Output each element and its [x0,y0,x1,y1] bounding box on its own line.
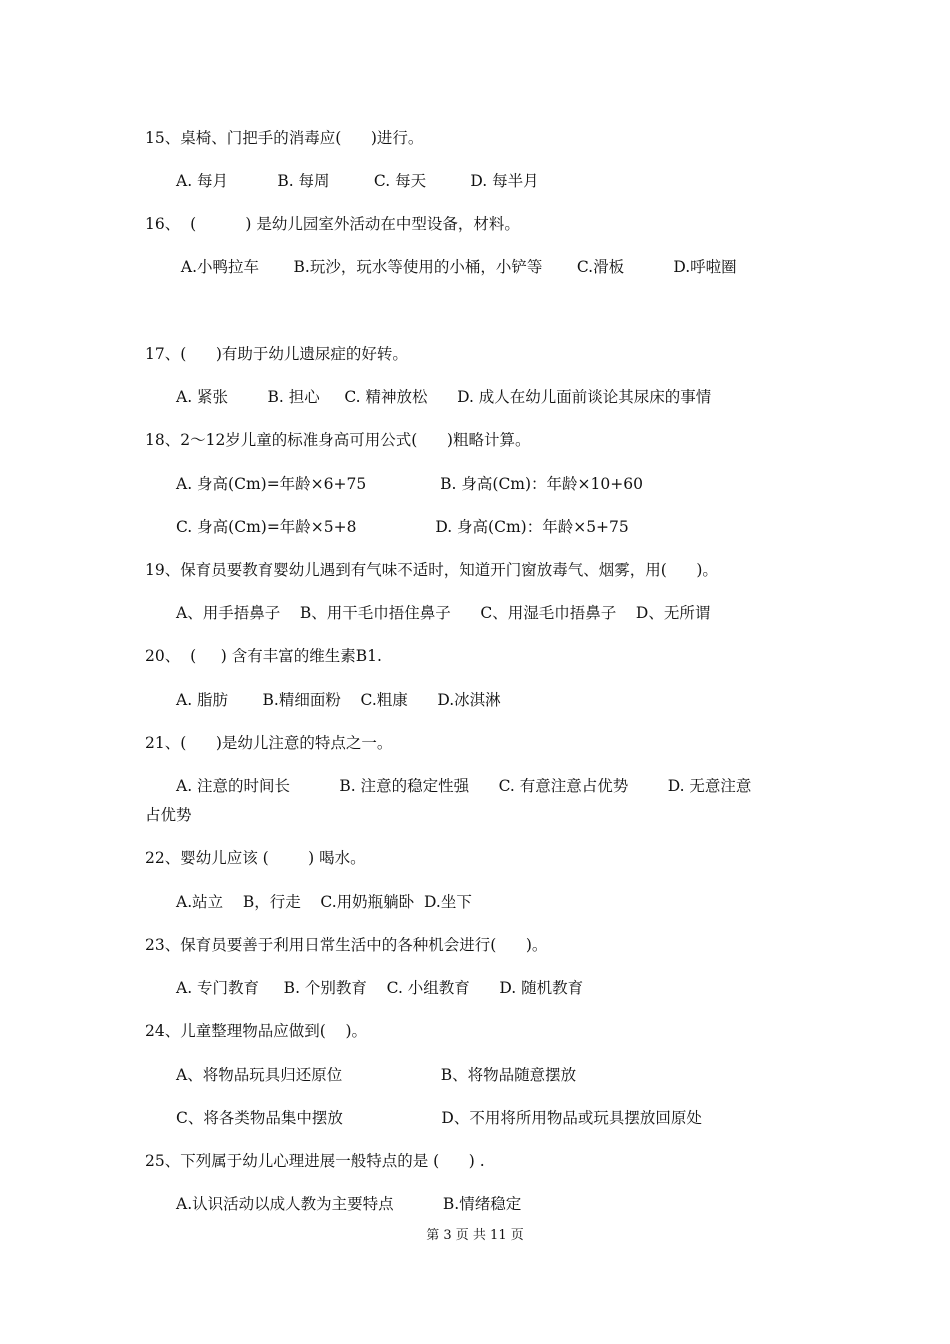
options-21-continued: 占优势 [145,806,192,824]
options-24-cd: C、将各类物品集中摆放 D、不用将所用物品或玩具摆放回原处 [176,1109,702,1127]
options-24-ab: A、将物品玩具归还原位 B、将物品随意摆放 [176,1066,577,1084]
options-23: A. 专门教育 B. 个别教育 C. 小组教育 D. 随机教育 [176,979,584,997]
options-22: A.站立 B，行走 C.用奶瓶躺卧 D.坐下 [176,893,472,911]
question-25: 25、下列属于幼儿心理进展一般特点的是 ( ) . [145,1152,485,1170]
options-18-ab: A. 身高(Cm)=年龄×6+75 B. 身高(Cm)：年龄×10+60 [176,475,643,493]
question-22: 22、婴幼儿应该 ( ) 喝水。 [145,849,366,867]
question-21: 21、( )是幼儿注意的特点之一。 [145,734,393,752]
options-15: A. 每月 B. 每周 C. 每天 D. 每半月 [176,172,539,190]
options-25: A.认识活动以成人教为主要特点 B.情绪稳定 [176,1195,522,1213]
question-15: 15、桌椅、门把手的消毒应( )进行。 [145,129,424,147]
question-18: 18、2～12岁儿童的标准身高可用公式( )粗略计算。 [145,431,531,449]
options-18-cd: C. 身高(Cm)=年龄×5+8 D. 身高(Cm)：年龄×5+75 [176,518,629,536]
question-20: 20、 ( ) 含有丰富的维生素B1. [145,647,382,665]
question-23: 23、保育员要善于利用日常生活中的各种机会进行( )。 [145,936,548,954]
page-footer: 第 3 页 共 11 页 [426,1228,524,1243]
question-16: 16、 ( ) 是幼儿园室外活动在中型设备，材料。 [145,215,520,233]
options-20: A. 脂肪 B.精细面粉 C.粗康 D.冰淇淋 [176,691,501,709]
options-19: A、用手捂鼻子 B、用干毛巾捂住鼻子 C、用湿毛巾捂鼻子 D、无所谓 [176,604,711,622]
question-24: 24、儿童整理物品应做到( )。 [145,1022,368,1040]
options-17: A. 紧张 B. 担心 C. 精神放松 D. 成人在幼儿面前谈论其尿床的事情 [176,388,712,406]
options-21: A. 注意的时间长 B. 注意的稳定性强 C. 有意注意占优势 D. 无意注意 [176,777,752,795]
question-19: 19、保育员要教育婴幼儿遇到有气味不适时，知道开门窗放毒气、烟雾，用( )。 [145,561,718,579]
question-17: 17、( )有助于幼儿遗尿症的好转。 [145,345,408,363]
options-16: A.小鸭拉车 B.玩沙，玩水等使用的小桶，小铲等 C.滑板 D.呼啦圈 [176,258,737,276]
